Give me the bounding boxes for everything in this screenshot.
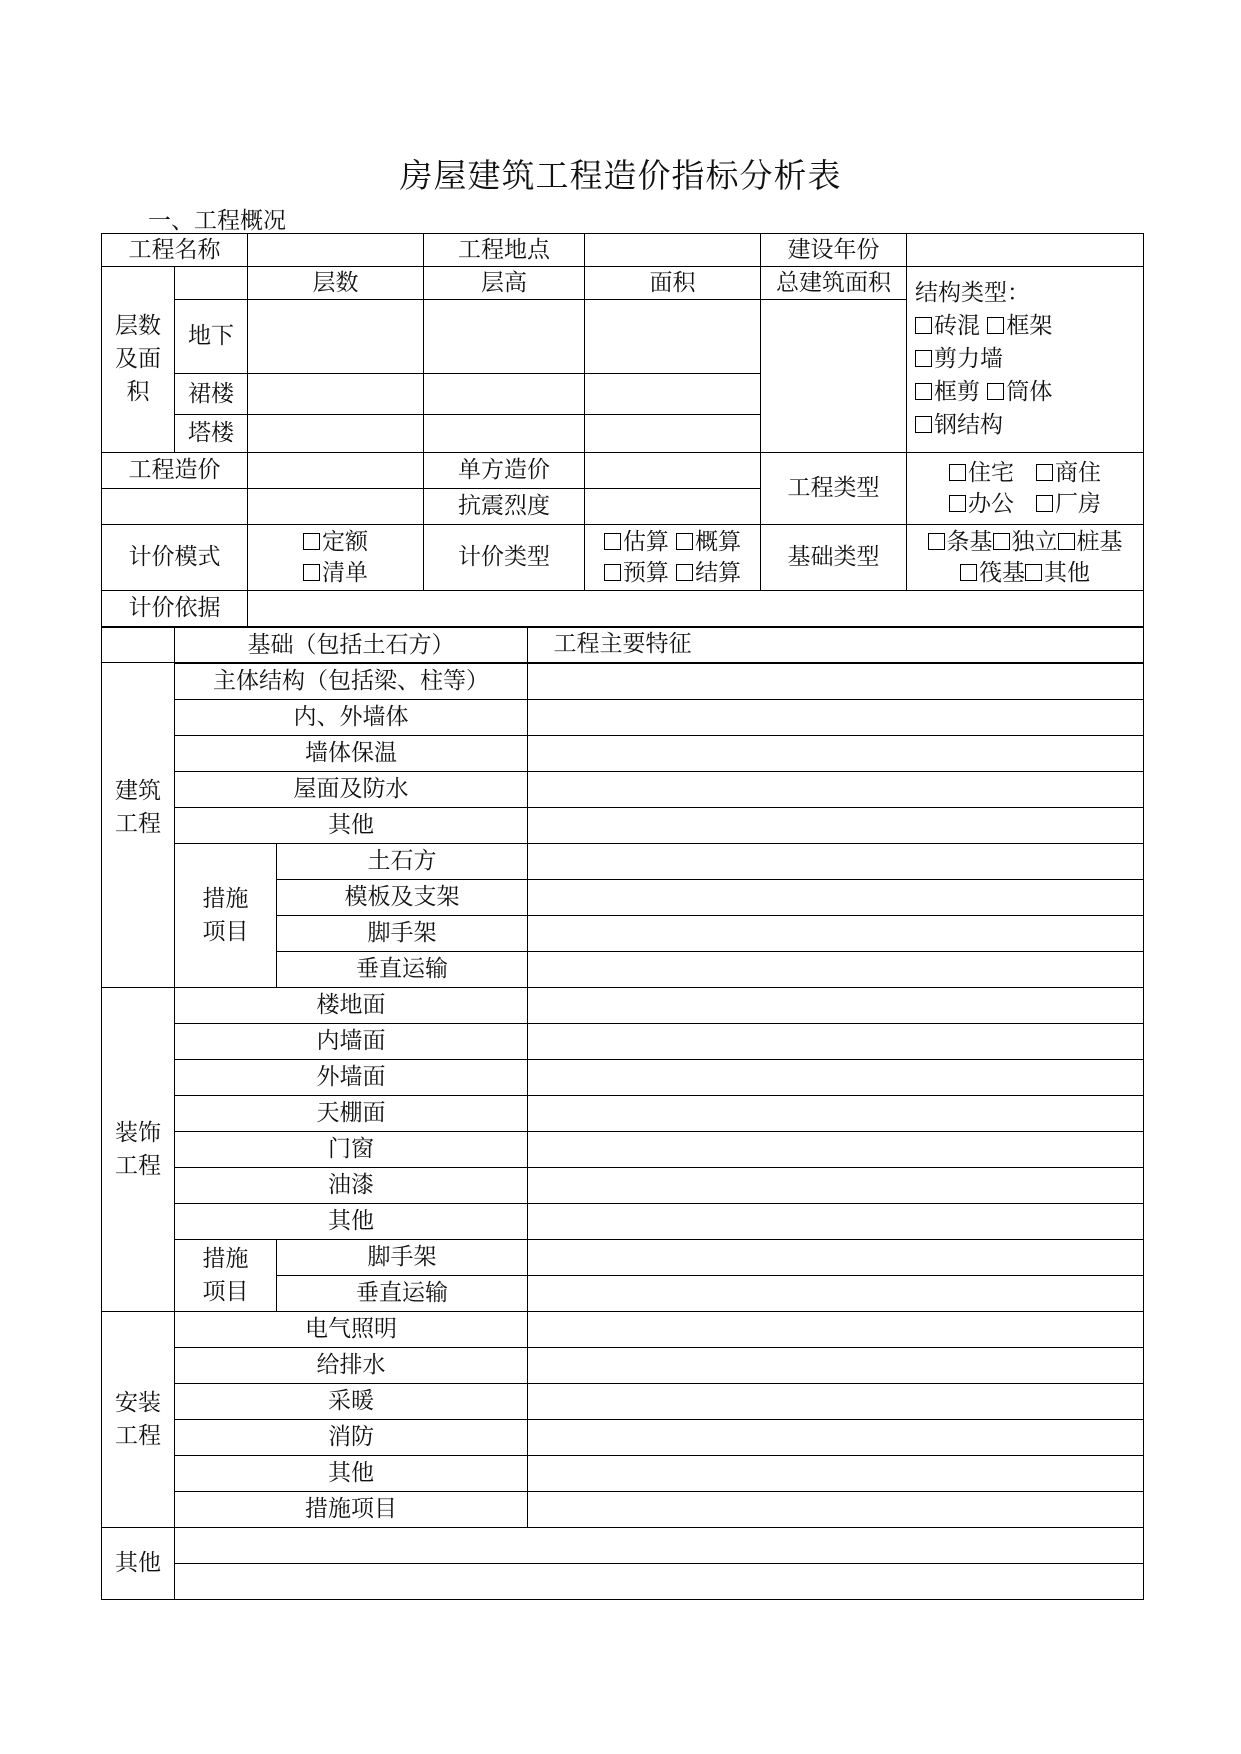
checkbox-icon: [928, 533, 945, 550]
structure-options-line: [915, 409, 1135, 442]
feature-item-label: 门窗: [175, 1132, 528, 1168]
feature-item-field[interactable]: [528, 1060, 1144, 1096]
feature-item-label: 墙体保温: [175, 736, 528, 772]
tower-area-field[interactable]: [585, 415, 761, 453]
measure-item-field[interactable]: [528, 916, 1144, 952]
feature-item-label: 油漆: [175, 1168, 528, 1204]
feature-item-field[interactable]: [528, 1024, 1144, 1060]
underground-height-field[interactable]: [424, 300, 585, 374]
feature-item-label: 采暖: [175, 1384, 528, 1420]
feature-item-field[interactable]: [528, 988, 1144, 1024]
building-engineering-label: [102, 628, 175, 988]
measure-item-field[interactable]: [528, 1240, 1144, 1276]
foundation-option[interactable]: 桩基: [1058, 527, 1123, 558]
checkbox-icon: [303, 564, 320, 581]
total-area-field[interactable]: [761, 300, 907, 453]
row-tower-label: 塔楼: [175, 415, 248, 453]
feature-item-label: 其他: [175, 1204, 528, 1240]
underground-floors-field[interactable]: [248, 300, 424, 374]
measure-item-field[interactable]: [528, 1276, 1144, 1312]
build-year-label: 建设年份: [761, 234, 907, 267]
pricing-type-option[interactable]: 概算: [676, 527, 741, 558]
pricing-basis-label: 计价依据: [102, 591, 248, 627]
feature-item-field[interactable]: [528, 772, 1144, 808]
blank-label-cell: [102, 489, 248, 525]
pricing-mode-option[interactable]: 清单: [303, 558, 368, 589]
feature-item-label: 内墙面: [175, 1024, 528, 1060]
project-type-line: [911, 489, 1139, 520]
checkbox-icon: [960, 564, 977, 581]
measures-label-line: 项目: [202, 1278, 249, 1305]
seismic-field[interactable]: [585, 489, 761, 525]
main-features-header: 工程主要特征: [102, 627, 1144, 663]
foundation-type-label: 基础类型: [761, 525, 907, 591]
checkbox-icon: [1036, 464, 1053, 481]
checkbox-icon: [987, 383, 1004, 400]
feature-item-label: 内、外墙体: [175, 700, 528, 736]
project-type-label: 工程类型: [761, 453, 907, 525]
measure-item-label: 土石方: [277, 844, 528, 880]
checkbox-icon: [949, 495, 966, 512]
group-label-line: 安装: [115, 1389, 161, 1416]
unit-cost-label: 单方造价: [424, 453, 585, 489]
checkbox-icon: [676, 533, 693, 550]
feature-item-label: 措施项目: [175, 1492, 528, 1528]
measures-label-line: 措施: [202, 1245, 249, 1272]
unit-cost-field[interactable]: [585, 453, 761, 489]
project-type-options: [907, 453, 1144, 525]
project-type-option[interactable]: 厂房: [1036, 489, 1101, 520]
feature-item-field[interactable]: [528, 736, 1144, 772]
feature-item-field[interactable]: [528, 1384, 1144, 1420]
project-type-line: [911, 458, 1139, 489]
feature-item-label: 楼地面: [175, 988, 528, 1024]
feature-item-field[interactable]: [528, 664, 1144, 700]
group-label-line: 工程: [115, 1152, 161, 1179]
project-location-label: 工程地点: [424, 234, 585, 267]
feature-item-field[interactable]: [528, 628, 1144, 664]
feature-item-label: 消防: [175, 1420, 528, 1456]
build-year-field[interactable]: [907, 234, 1144, 267]
group-label-line: 装饰: [115, 1119, 161, 1146]
feature-item-field[interactable]: [528, 1168, 1144, 1204]
col-height-header: 层高: [424, 267, 585, 300]
structure-type-label: 结构类型：: [915, 280, 1030, 306]
floors-area-label-line: 及面: [115, 346, 161, 372]
checkbox-icon: [915, 383, 932, 400]
structure-option[interactable]: 框剪: [915, 376, 980, 409]
foundation-option[interactable]: 条基: [928, 527, 993, 558]
decoration-engineering-label: [102, 988, 175, 1312]
pricing-type-options: [585, 525, 761, 591]
section-heading: 一、工程概况: [148, 208, 286, 234]
checkbox-icon: [993, 533, 1010, 550]
pricing-basis-field[interactable]: [248, 591, 1144, 627]
row-podium-label: 裙楼: [175, 374, 248, 415]
feature-item-field[interactable]: [528, 1096, 1144, 1132]
feature-item-label: 其他: [175, 1456, 528, 1492]
other-field[interactable]: [175, 1564, 1144, 1600]
project-cost-field[interactable]: [248, 453, 424, 489]
feature-item-field[interactable]: [528, 1456, 1144, 1492]
structure-option[interactable]: 框架: [987, 310, 1052, 343]
podium-height-field[interactable]: [424, 374, 585, 415]
project-name-field[interactable]: [248, 234, 424, 267]
overview-table: [101, 233, 1144, 663]
measure-item-label: 模板及支架: [277, 880, 528, 916]
col-total-area-header: 总建筑面积: [761, 267, 907, 300]
col-floors-header: 层数: [248, 267, 424, 300]
measure-item-field[interactable]: [528, 880, 1144, 916]
checkbox-icon: [949, 464, 966, 481]
seismic-label: 抗震烈度: [424, 489, 585, 525]
pricing-mode-options: [248, 525, 424, 591]
foundation-option[interactable]: 筏基: [960, 558, 1025, 589]
feature-item-field[interactable]: [528, 808, 1144, 844]
feature-item-label: 外墙面: [175, 1060, 528, 1096]
features-table: [101, 627, 1144, 1600]
feature-item-label: 电气照明: [175, 1312, 528, 1348]
measure-item-label: 脚手架: [277, 916, 528, 952]
measure-item-label: 垂直运输: [277, 1276, 528, 1312]
measure-item-field[interactable]: [528, 844, 1144, 880]
feature-item-field[interactable]: [528, 1312, 1144, 1348]
form-title: 房屋建筑工程造价指标分析表: [399, 156, 842, 195]
feature-item-field[interactable]: [528, 700, 1144, 736]
group-label-line: 建筑: [115, 777, 161, 804]
checkbox-icon: [303, 533, 320, 550]
feature-item-field[interactable]: [528, 1420, 1144, 1456]
pricing-type-label: 计价类型: [424, 525, 585, 591]
project-cost-label: 工程造价: [102, 453, 248, 489]
structure-type-cell: [907, 267, 1144, 453]
foundation-option[interactable]: 其他: [1025, 558, 1090, 589]
pricing-type-option[interactable]: 估算: [604, 527, 669, 558]
checkbox-icon: [915, 317, 932, 334]
floors-area-label-line: 积: [126, 379, 150, 405]
feature-item-field[interactable]: [528, 1132, 1144, 1168]
floors-area-label: [102, 267, 175, 453]
project-location-field[interactable]: [585, 234, 761, 267]
pricing-type-option[interactable]: 结算: [676, 558, 741, 589]
project-name-label: 工程名称: [102, 234, 248, 267]
structure-option[interactable]: 钢结构: [915, 409, 1003, 442]
feature-item-field[interactable]: [528, 1348, 1144, 1384]
podium-floors-field[interactable]: [248, 374, 424, 415]
structure-options-line: [915, 310, 1135, 376]
checkbox-icon: [1036, 495, 1053, 512]
checkbox-icon: [604, 533, 621, 550]
floors-area-label-line: 层数: [115, 313, 161, 339]
podium-area-field[interactable]: [585, 374, 761, 415]
col-area-header: 面积: [585, 267, 761, 300]
structure-option[interactable]: 剪力墙: [915, 343, 1003, 376]
installation-engineering-label: [102, 1312, 175, 1528]
measure-item-label: 脚手架: [277, 1240, 528, 1276]
other-label: 其他: [102, 1528, 175, 1600]
feature-item-label: 给排水: [175, 1348, 528, 1384]
feature-item-label: 屋面及防水: [175, 772, 528, 808]
tower-height-field[interactable]: [424, 415, 585, 453]
measures-label-line: 措施: [202, 885, 249, 912]
foundation-option[interactable]: 独立: [993, 527, 1058, 558]
project-type-option[interactable]: 住宅: [949, 458, 1014, 489]
checkbox-icon: [604, 564, 621, 581]
feature-item-label: 主体结构（包括梁、柱等）: [175, 664, 528, 700]
measures-label-line: 项目: [202, 918, 249, 945]
checkbox-icon: [676, 564, 693, 581]
structure-option[interactable]: 筒体: [987, 376, 1052, 409]
feature-item-label: 其他: [175, 808, 528, 844]
measure-item-field[interactable]: [528, 952, 1144, 988]
feature-item-label: 天棚面: [175, 1096, 528, 1132]
measure-item-label: 垂直运输: [277, 952, 528, 988]
checkbox-icon: [1025, 564, 1042, 581]
decoration-measures-label: [175, 1240, 277, 1312]
pricing-mode-option[interactable]: 定额: [303, 527, 368, 558]
checkbox-icon: [1058, 533, 1075, 550]
structure-option[interactable]: 砖混: [915, 310, 980, 343]
underground-area-field[interactable]: [585, 300, 761, 374]
blank-value-cell[interactable]: [248, 489, 424, 525]
project-type-option[interactable]: 商住: [1036, 458, 1101, 489]
group-label-line: 工程: [115, 1422, 161, 1449]
other-field[interactable]: [175, 1528, 1144, 1564]
project-type-option[interactable]: 办公: [949, 489, 1014, 520]
pricing-mode-label: 计价模式: [102, 525, 248, 591]
row-underground-label: 地下: [175, 300, 248, 374]
feature-item-label: 基础（包括土石方）: [175, 628, 528, 664]
checkbox-icon: [987, 317, 1004, 334]
foundation-options: [907, 525, 1144, 591]
structure-options-line: [915, 376, 1135, 409]
group-label-line: 工程: [115, 810, 161, 837]
checkbox-icon: [915, 350, 932, 367]
pricing-type-option[interactable]: 预算: [604, 558, 669, 589]
building-measures-label: [175, 844, 277, 988]
floors-header-blank: [175, 267, 248, 300]
feature-item-field[interactable]: [528, 1492, 1144, 1528]
tower-floors-field[interactable]: [248, 415, 424, 453]
checkbox-icon: [915, 416, 932, 433]
feature-item-field[interactable]: [528, 1204, 1144, 1240]
